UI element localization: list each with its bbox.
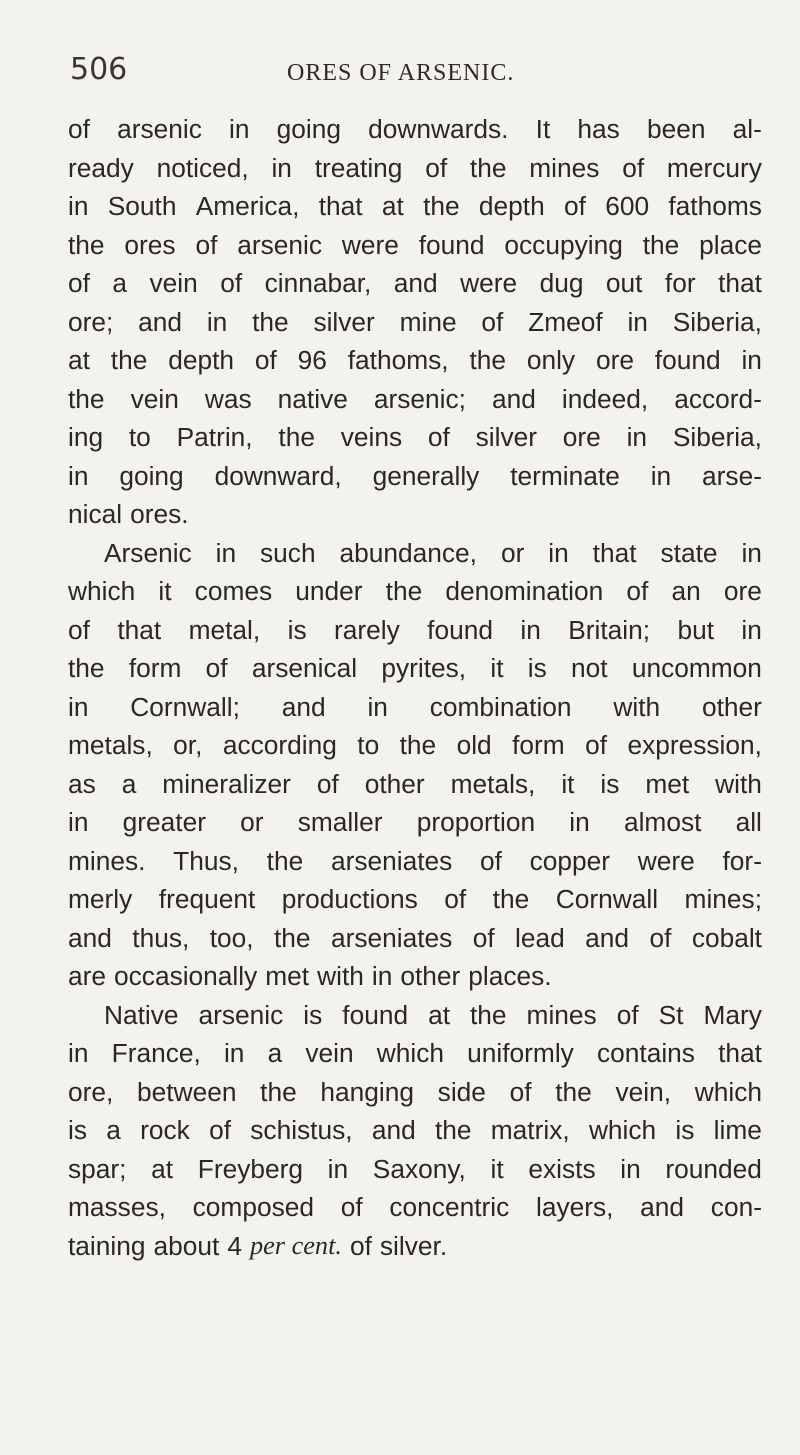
- paragraph: [68, 534, 762, 996]
- running-head: ORES OF ARSENIC.: [287, 60, 515, 86]
- text-line: Native arsenic is found at the mines of St Mary: [104, 999, 762, 1030]
- text-line: of arsenic in going downwards. It has been al-: [68, 114, 762, 144]
- body-text: [68, 110, 762, 1265]
- text-line: the ores of arsenic were found occupying the place: [68, 229, 762, 260]
- text-line: the form of arsenical pyrites, it is not uncommon: [68, 653, 762, 683]
- text-line: of a vein of cinnabar, and were dug out for that: [68, 268, 762, 298]
- text-line: taining about 4 per cent. of silver.: [68, 1227, 762, 1266]
- text-line: ore; and in the silver mine of Zmeof in Siberia,: [68, 306, 762, 337]
- text-line: in France, in a vein which uniformly contains that: [68, 1038, 762, 1068]
- text-line: Arsenic in such abundance, or in that state in: [104, 537, 762, 568]
- text-line: in going downward, generally terminate in arse-: [68, 460, 762, 491]
- text-line: merly frequent productions of the Cornwall mines;: [68, 884, 762, 914]
- paragraph: [68, 110, 762, 534]
- text-line: in greater or smaller proportion in almost all: [68, 807, 762, 837]
- page-header: [70, 52, 760, 92]
- text-line: masses, composed of concentric layers, and con-: [68, 1192, 762, 1222]
- text-line: which it comes under the denomination of an ore: [68, 576, 762, 606]
- text-line: in South America, that at the depth of 600 fathoms: [68, 191, 762, 221]
- text-line: mines. Thus, the arseniates of copper were for-: [68, 845, 762, 876]
- text-line: are occasionally met with in other places.: [68, 961, 552, 991]
- text-line: spar; at Freyberg in Saxony, it exists in rounded: [68, 1153, 762, 1184]
- text-line: of that metal, is rarely found in Britain; but in: [68, 614, 762, 645]
- text-line: in Cornwall; and in combination with other: [68, 691, 762, 722]
- text-line: metals, or, according to the old form of expression,: [68, 730, 762, 760]
- paragraph: [68, 996, 762, 1266]
- text-line: ready noticed, in treating of the mines of mercury: [68, 152, 762, 183]
- page-number: 506: [70, 52, 128, 87]
- text-line: and thus, too, the arseniates of lead and of cobalt: [68, 922, 762, 953]
- text-line: ore, between the hanging side of the vein, which: [68, 1076, 762, 1107]
- text-line: at the depth of 96 fathoms, the only ore found in: [68, 345, 762, 375]
- italic-phrase: per cent.: [249, 1230, 342, 1260]
- text-line: the vein was native arsenic; and indeed, accord-: [68, 383, 762, 414]
- text-line: is a rock of schistus, and the matrix, which is lime: [68, 1115, 762, 1145]
- text-line: ing to Patrin, the veins of silver ore in Siberia,: [68, 422, 762, 452]
- text-line: as a mineralizer of other metals, it is met with: [68, 768, 762, 799]
- text-line: nical ores.: [68, 499, 189, 529]
